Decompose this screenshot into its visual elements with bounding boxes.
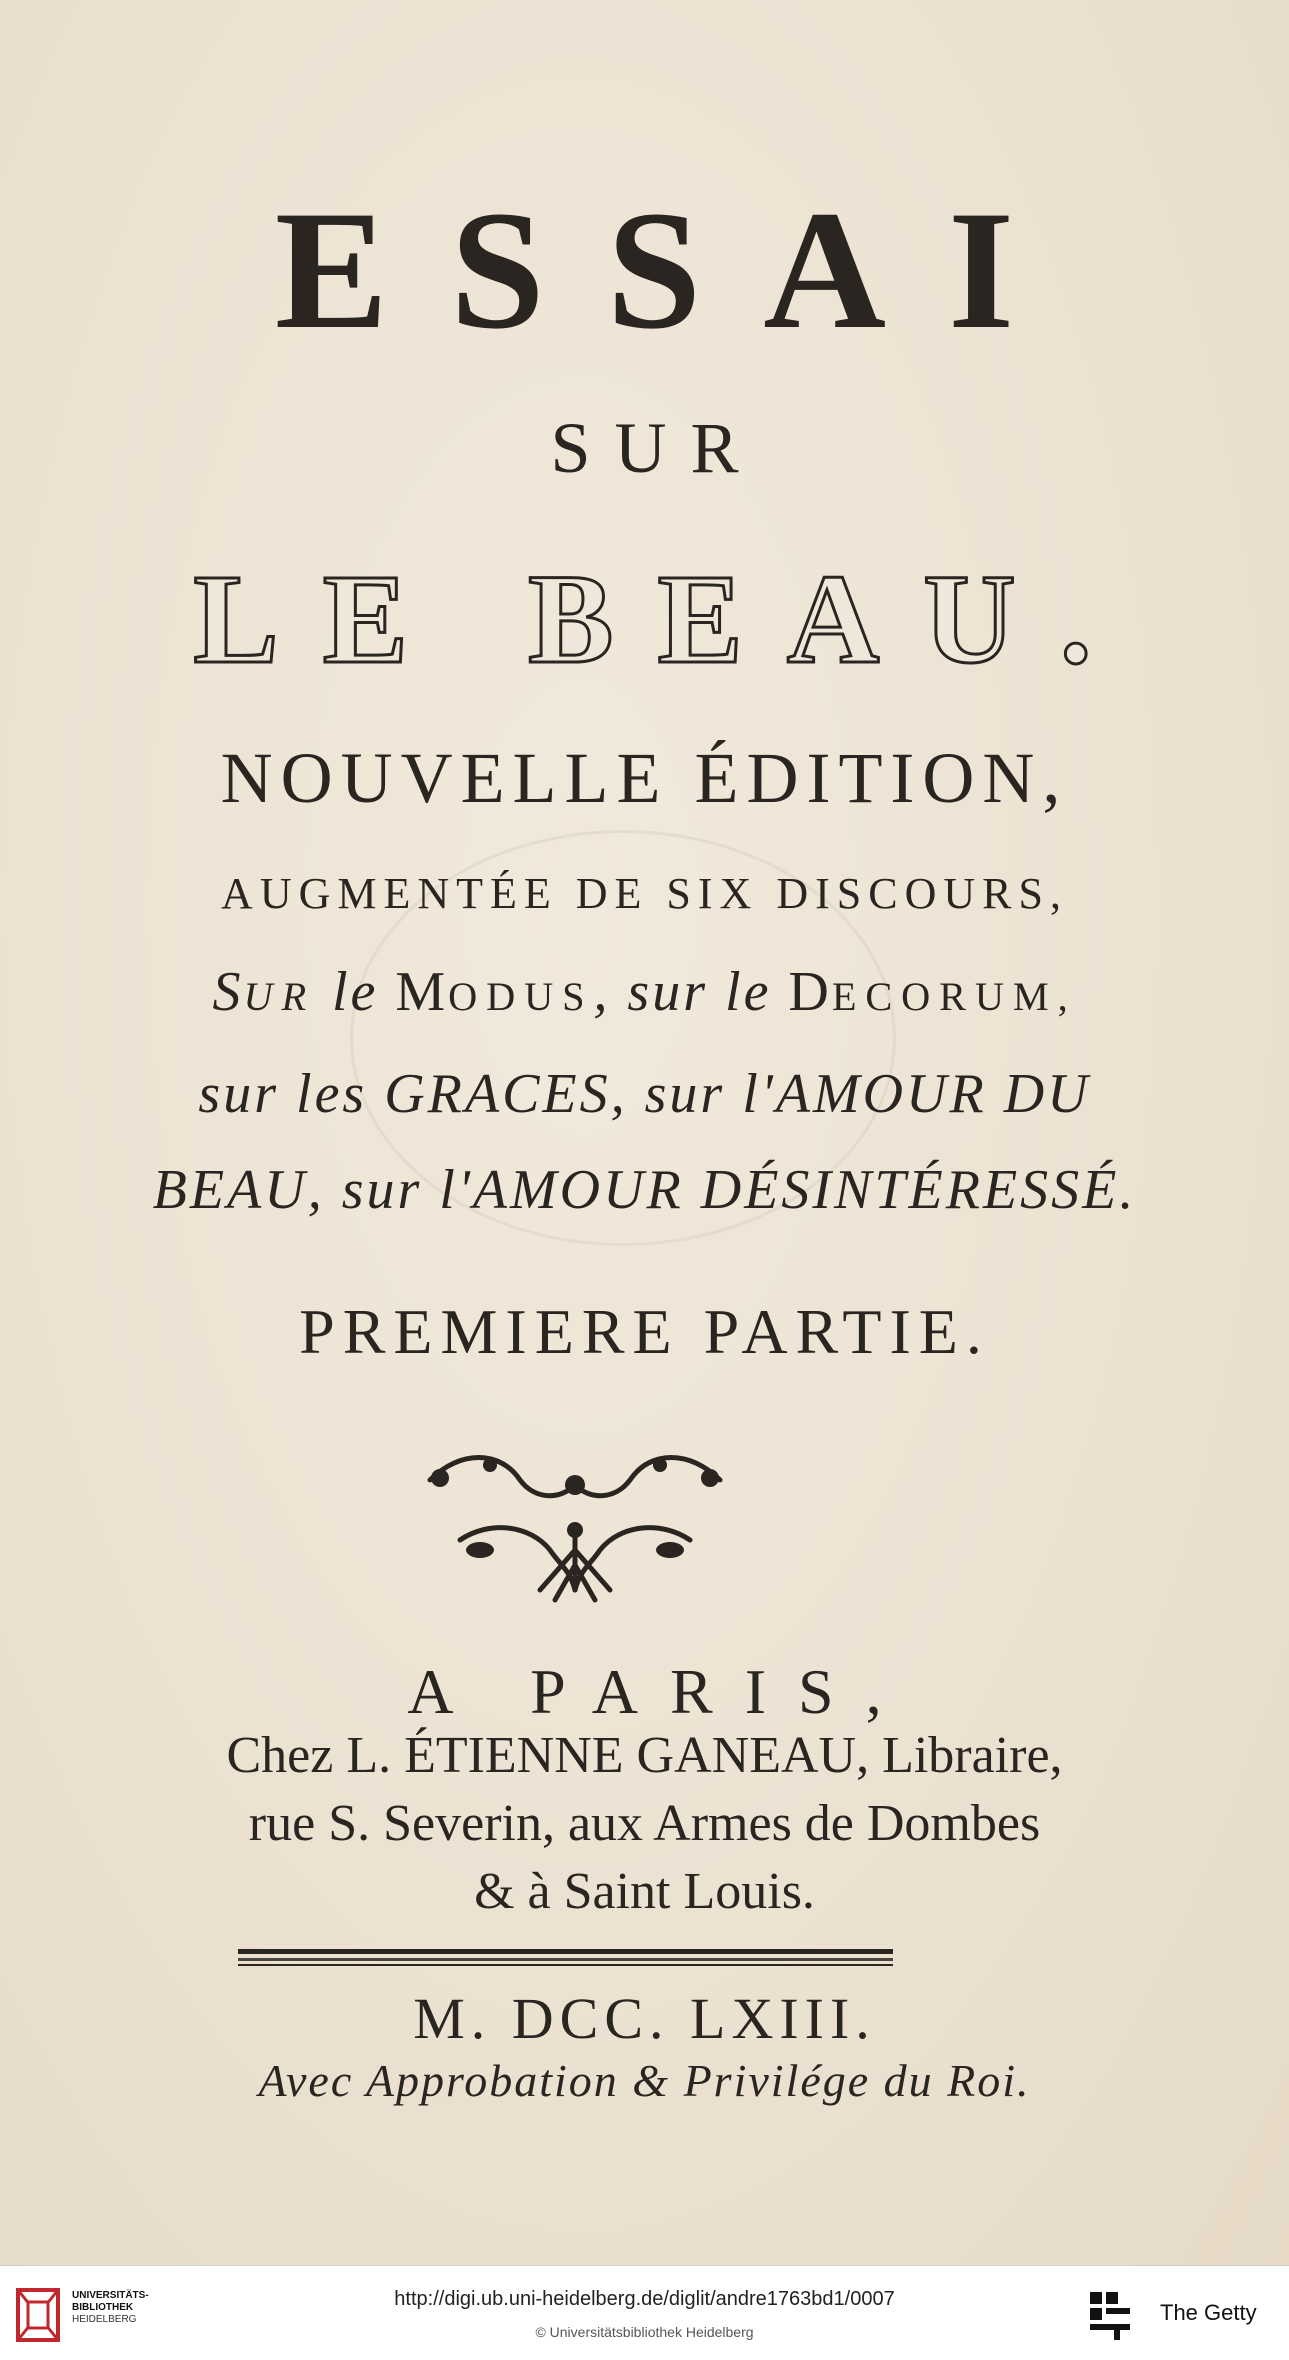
imprint-address: rue S. Severin, aux Armes de Dombes xyxy=(248,1795,1041,1852)
imprint-address-2: & à Saint Louis. xyxy=(474,1863,815,1920)
permalink-url[interactable]: http://digi.ub.uni-heidelberg.de/diglit/andre1763bd1/0007 xyxy=(394,2288,895,2310)
university-library-name: UNIVERSITÄTS- BIBLIOTHEK HEIDELBERG xyxy=(72,2290,149,2325)
volume-part: PREMIERE PARTIE. xyxy=(299,1296,990,1367)
getty-logo-icon[interactable] xyxy=(1084,2284,1136,2344)
edition-note: NOUVELLE ÉDITION, xyxy=(220,738,1069,818)
book-subject: LE BEAU. xyxy=(193,548,1136,690)
subtitle-line-2: sur les GRACES, sur l'AMOUR DU xyxy=(198,1063,1091,1125)
royal-privilege: Avec Approbation & Privilége du Roi. xyxy=(258,2055,1031,2106)
augmentation-note: AUGMENTÉE DE SIX DISCOURS, xyxy=(221,869,1068,918)
imprint-publisher: Chez L. ÉTIENNE GANEAU, Libraire, xyxy=(226,1727,1063,1784)
book-title: ESSAI xyxy=(274,176,1077,364)
imprint-date: M. DCC. LXIII. xyxy=(413,1986,876,2051)
sponsor-name: The Getty xyxy=(1160,2300,1257,2325)
viewer-footer xyxy=(0,2265,1289,2360)
subtitle-line-1: SUR le MODUS, sur le DECORUM, xyxy=(212,961,1077,1023)
title-connector: SUR xyxy=(550,408,763,488)
imprint-place: A PARIS, xyxy=(407,1656,914,1727)
copyright-notice: © Universitätsbibliothek Heidelberg xyxy=(535,2324,754,2340)
decorative-rule xyxy=(238,1945,893,1969)
printers-ornament-icon xyxy=(420,1440,730,1610)
subtitle-line-3: BEAU, sur l'AMOUR DÉSINTÉRESSÉ. xyxy=(152,1159,1137,1221)
